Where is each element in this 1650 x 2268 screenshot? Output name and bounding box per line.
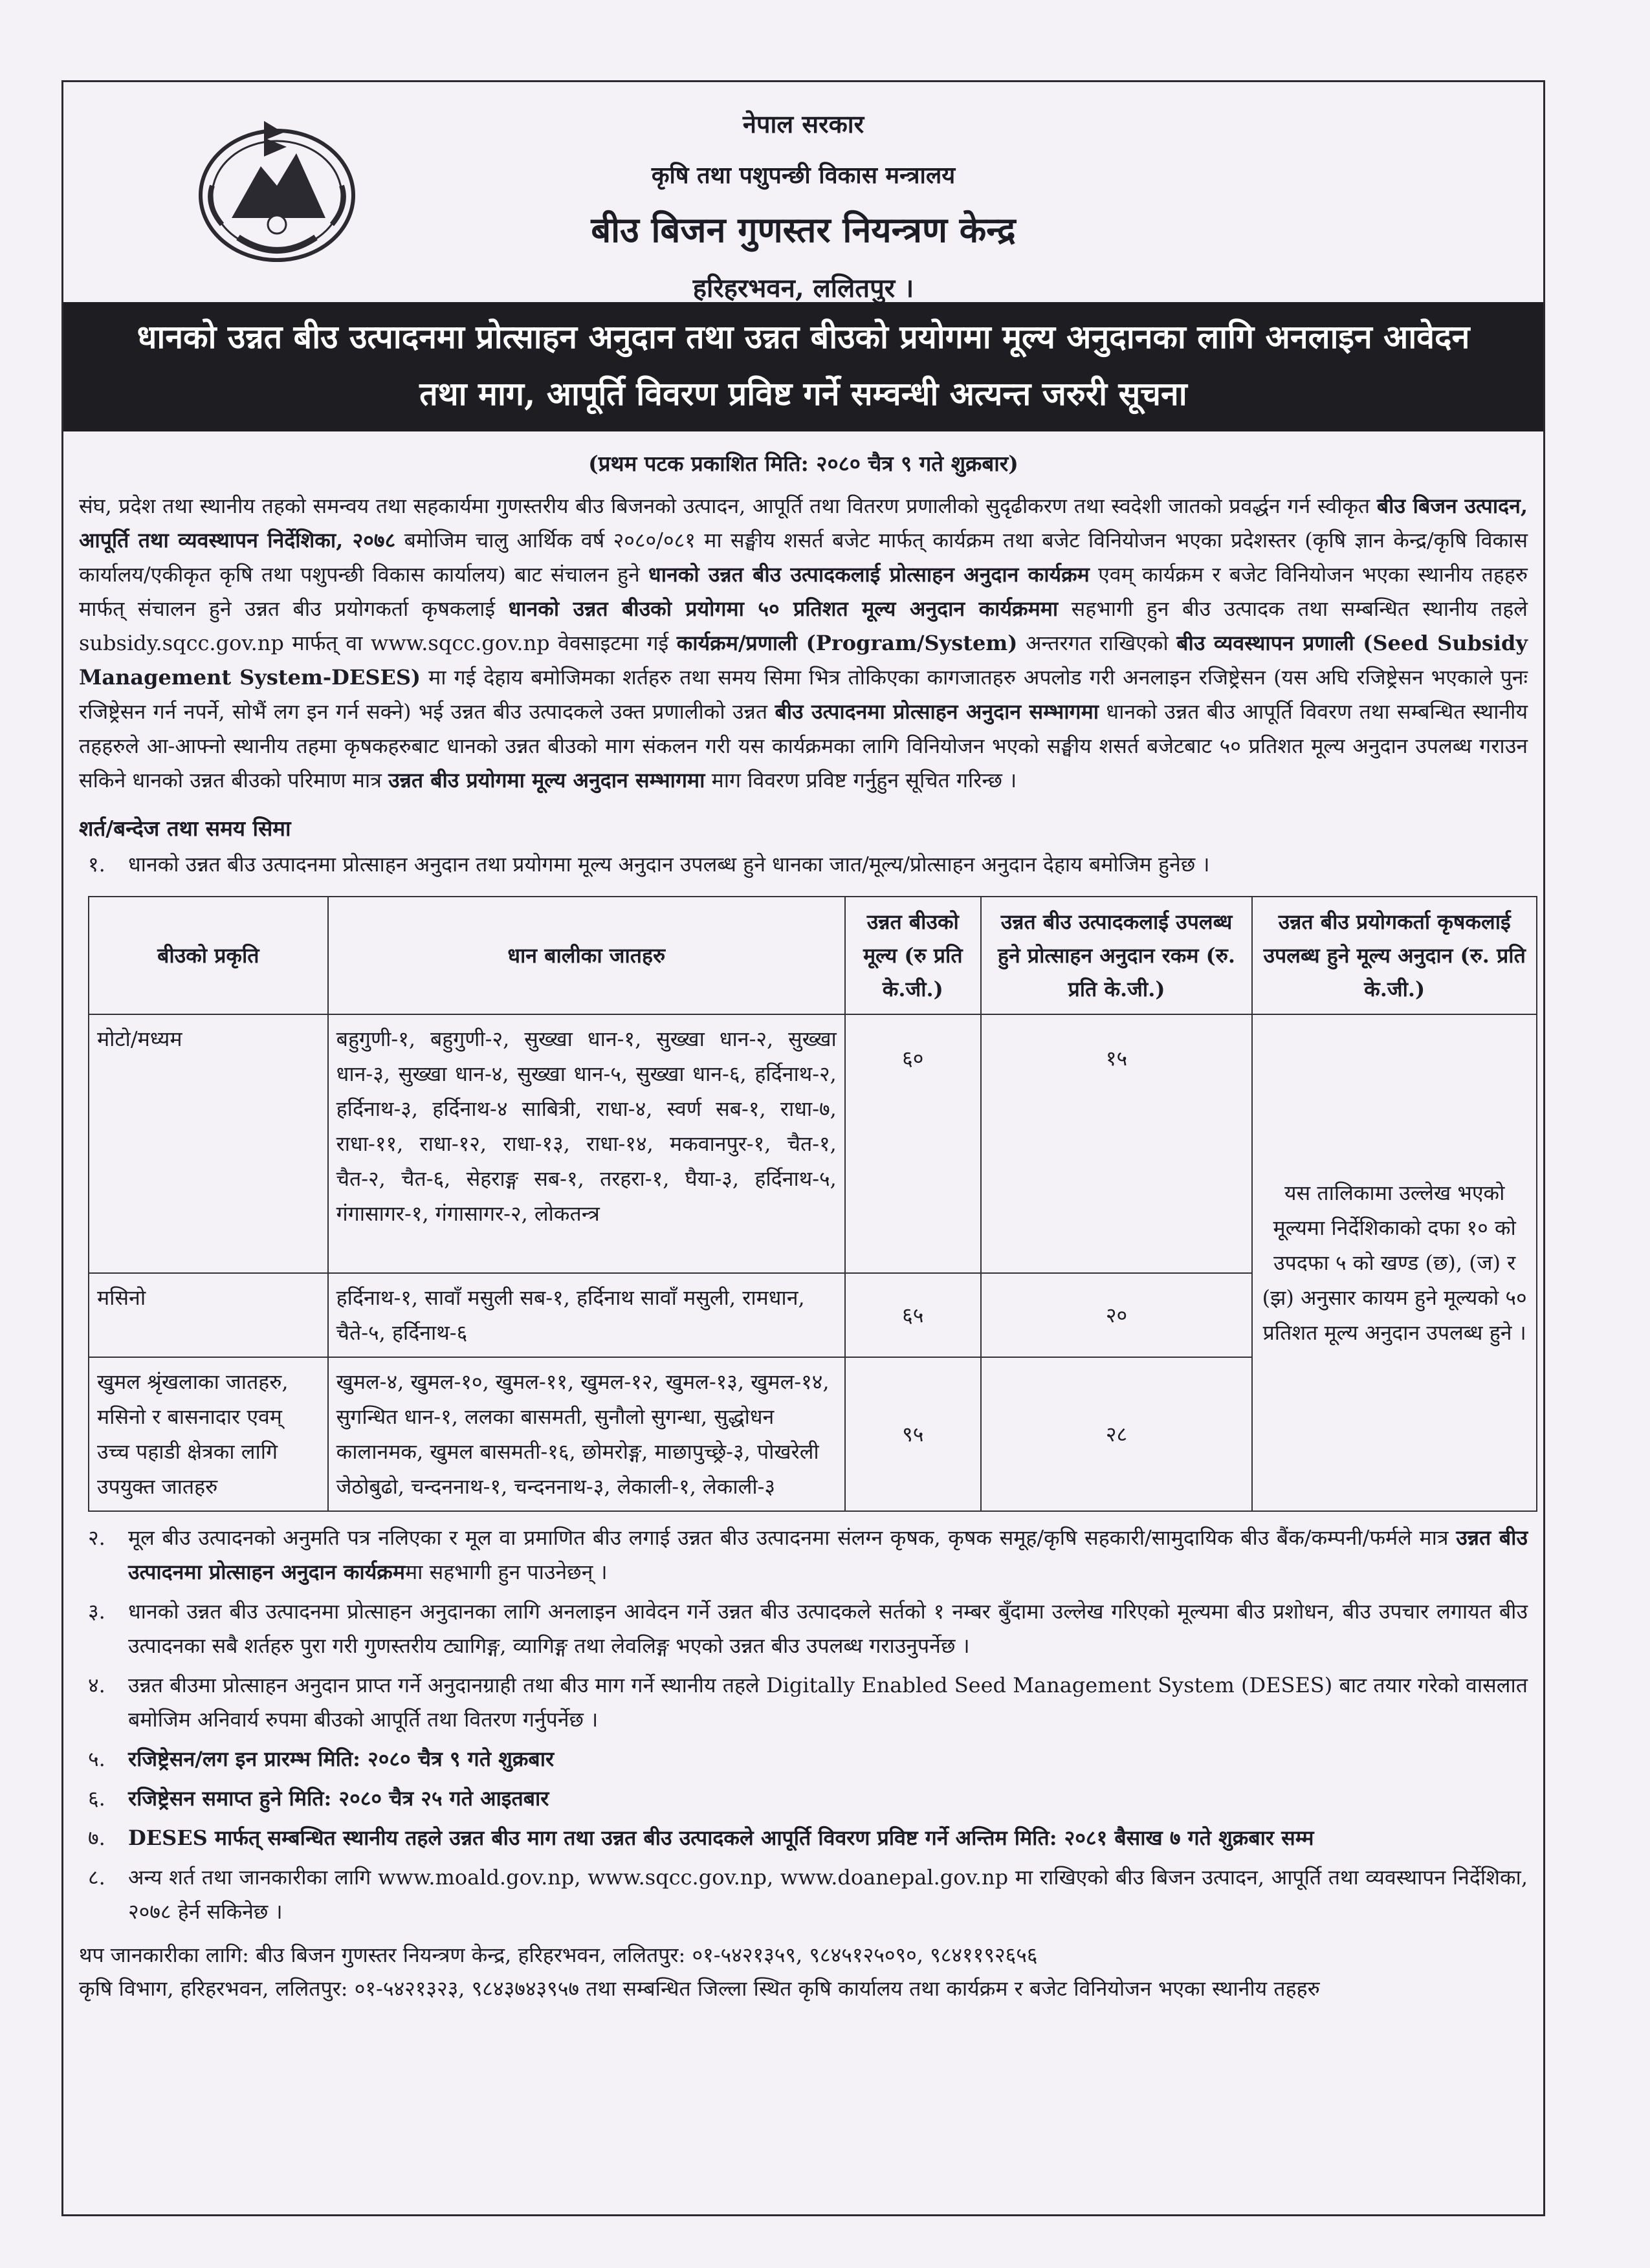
office-address: हरिहरभवन, ललितपुर । [692,273,914,303]
letterhead [63,82,1543,302]
table-row [89,1014,1537,1273]
notice-body [63,489,1543,2005]
subsidy-note-cell: यस तालिकामा उल्लेख भएको मूल्यमा निर्देशिकाको दफा १० को उपदफा ५ को खण्ड (छ), (ज) र (झ) अनुसार कायम हुने मूल्यको ५० प्रतिशत मूल्य अनुदान उपलब्ध हुने । [1252,1014,1537,1511]
seed-type-cell: मसिनो [89,1273,328,1357]
col-farmer-subsidy: उन्नत बीउ प्रयोगकर्ता कृषकलाई उपलब्ध हुने मूल्य अनुदान (रु. प्रति के.जी.) [1252,897,1537,1014]
contact-line-2: कृषि विभाग, हरिहरभवन, ललितपुर: ०१-५४२१३२३, ९८४३७४३९५७ तथा सम्बन्धित जिल्ला स्थित कृषि कार्यालय तथा कार्यक्रम र बजेट विनियोजन भएका स्थानीय तहहरु [79,1976,1320,2001]
condition-item-1: १. धानको उन्नत बीउ उत्पादनमा प्रोत्साहन अनुदान तथा प्रयोगमा मूल्य अनुदान उपलब्ध हुने धानका जात/मूल्य/प्रोत्साहन अनुदान देहाय बमोजिम हुनेछ । [88,852,1210,877]
table-header-row [89,897,1537,1014]
col-varieties: धान बालीका जातहरु [328,897,845,1014]
contact-line-1: थप जानकारीका लागि: बीउ बिजन गुणस्तर नियन्त्रण केन्द्र, हरिहरभवन, ललितपुर: ०१-५४२१३५९, ९८४५१२५०९०, ९८४११९२६५६ [79,1943,1038,1967]
incentive-cell: २० [981,1273,1253,1357]
notice-title-line2: तथा माग, आपूर्ति विवरण प्रविष्ट गर्ने सम्वन्धी अत्यन्त जरुरी सूचना [419,375,1187,413]
varieties-cell: बहुगुणी-१, बहुगुणी-२, सुख्खा धान-१, सुख्खा धान-२, सुख्खा धान-३, सुख्खा धान-४, सुख्खा धान-५, सुख्खा धान-६, हर्दिनाथ-२, हर्दिनाथ-३, हर्दिनाथ-४ साबित्री, राधा-४, स्वर्ण सब-१, राधा-७, राधा-११, राधा-१२, राधा-१३, राधा-१४, मकवानपुर-१, चैत-१, चैत-२, चैत-६, सेहराङ्ग सब-१, तरहरा-१, घैया-३, हर्दिनाथ-५, गंगासागर-१, गंगासागर-२, लोकतन्त्र [328,1014,845,1273]
condition-item-8: ८. अन्य शर्त तथा जानकारीका लागि www.moald.gov.np, www.sqcc.gov.np, www.doanepal.gov.np मा राखिएको बीउ बिजन उत्पादन, आपूर्ति तथा व्यवस्थापन निर्देशिका, २०७८ हेर्न सकिनेछ । [88,1865,1528,1924]
col-seed-type: बीउको प्रकृति [89,897,328,1014]
col-producer-incentive: उन्नत बीउ उत्पादकलाई उपलब्ध हुने प्रोत्साहन अनुदान रकम (रु. प्रति के.जी.) [981,897,1253,1014]
varieties-cell: हर्दिनाथ-१, सावाँ मसुली सब-१, हर्दिनाथ सावाँ मसुली, रामधान, चैते-५, हर्दिनाथ-६ [328,1273,845,1357]
incentive-cell: १५ [981,1014,1253,1273]
price-cell: ६० [845,1014,981,1273]
notice-title-line1: धानको उन्नत बीउ उत्पादनमा प्रोत्साहन अनुदान तथा उन्नत बीउको प्रयोगमा मूल्य अनुदानका लागि अनलाइन आवेदन [137,318,1470,356]
condition-item-3: ३. धानको उन्नत बीउ उत्पादनमा प्रोत्साहन अनुदानका लागि अनलाइन आवेदन गर्ने उन्नत बीउ उत्पादकले सर्तको १ नम्बर बुँदामा उल्लेख गरिएको मूल्यमा बीउ प्रशोधन, बीउ उपचार लगायत बीउ उत्पादनका सबै शर्तहरु पुरा गरी गुणस्तरीय ट्यागिङ्ग, व्यागिङ्ग तथा लेवलिङ्ग भएको उन्नत बीउ उपलब्ध गराउनुपर्नेछ । [88,1599,1528,1658]
office-name: बीउ बिजन गुणस्तर नियन्त्रण केन्द्र [591,209,1016,250]
price-cell: ६५ [845,1273,981,1357]
condition-item-5: ५. रजिष्ट्रेसन/लग इन प्रारम्भ मिति: २०८० चैत्र ९ गते शुक्रबार [88,1747,555,1771]
condition-item-4: ४. उन्नत बीउमा प्रोत्साहन अनुदान प्राप्त गर्ने अनुदानग्राही तथा बीउ माग गर्ने स्थानीय तहले Digitally Enabled Seed Management System (DESES) बाट तयार गरेको वासलात बमोजिम अनिवार्य रुपमा बीउको आपूर्ति तथा वितरण गर्नुपर्नेछ । [88,1673,1528,1732]
contact-info [79,1938,1528,2005]
incentive-cell: २८ [981,1357,1253,1511]
condition-item-7: ७. DESES मार्फत् सम्बन्धित स्थानीय तहले उन्नत बीउ माग तथा उन्नत बीउ उत्पादकले आपूर्ति विवरण प्रविष्ट गर्ने अन्तिम मिति: २०८१ बैसाख ७ गते शुक्रबार सम्म [88,1826,1314,1850]
publication-date: (प्रथम पटक प्रकाशित मिति: २०८० चैत्र ९ गते शुक्रबार) [588,451,1018,476]
varieties-cell: खुमल-४, खुमल-१०, खुमल-११, खुमल-१२, खुमल-१३, खुमल-१४, सुगन्धित धान-१, ललका बासमती, सुनौलो सुगन्धा, सुद्धोधन कालानमक, खुमल बासमती-१६, छोमरोङ्ग, माछापुच्छ्रे-३, पोखरेली जेठोबुढो, चन्दननाथ-१, चन्दननाथ-३, लेकाली-१, लेकाली-३ [328,1357,845,1511]
government-name: नेपाल सरकार [742,109,864,138]
notice-frame [61,80,1545,2216]
seed-type-cell: मोटो/मध्यम [89,1014,328,1273]
col-seed-price: उन्नत बीउको मूल्य (रु प्रति के.जी.) [845,897,981,1014]
seed-type-cell: खुमल श्रृंखलाका जातहरु, मसिनो र बासनादार एवम् उच्च पहाडी क्षेत्रका लागि उपयुक्त जातहरु [89,1357,328,1511]
condition-item-2: २. मूल बीउ उत्पादनको अनुमति पत्र नलिएका र मूल वा प्रमाणित बीउ लगाई उन्नत बीउ उत्पादनमा संलग्न कृषक, कृषक समूह/कृषि सहकारी/सामुदायिक बीउ बैंक/कम्पनी/फर्मले मात्र उन्नत बीउ उत्पादनमा प्रोत्साहन अनुदान कार्यक्रममा सहभागी हुन पाउनेछन् । [88,1525,1528,1584]
intro-paragraph: संघ, प्रदेश तथा स्थानीय तहको समन्वय तथा सहकार्यमा गुणस्तरीय बीउ बिजनको उत्पादन, आपूर्ति तथा वितरण प्रणालीको सुदृढीकरण तथा स्वदेशी जातको प्रवर्द्धन गर्न स्वीकृत बीउ बिजन उत्पादन, आपूर्ति तथा व्यवस्थापन निर्देशिका, २०७८ बमोजिम चालु आर्थिक वर्ष २०८०/०८१ मा सङ्घीय शसर्त बजेट मार्फत् कार्यक्रम तथा बजेट विनियोजन भएका प्रदेशस्तर (कृषि ज्ञान केन्द्र/कृषि विकास कार्यालय/एकीकृत कृषि तथा पशुपन्छी विकास कार्यालय) बाट संचालन हुने धानको उन्नत बीउ उत्पादकलाई प्रोत्साहन अनुदान कार्यक्रम एवम् कार्यक्रम र बजेट विनियोजन भएका स्थानीय तहहरु मार्फत् संचालन हुने उन्नत बीउ प्रयोगकर्ता कृषकलाई धानको उन्नत बीउको प्रयोगमा ५० प्रतिशत मूल्य अनुदान कार्यक्रममा सहभागी हुन बीउ उत्पादक तथा सम्बन्धित स्थानीय तहले subsidy.sqcc.gov.np मार्फत् वा www.sqcc.gov.np वेवसाइटमा गई कार्यक्रम/प्रणाली (Program/System) अन्तरगत राखिएको बीउ व्यवस्थापन प्रणाली (Seed Subsidy Management System-DESES) मा गई देहाय बमोजिमका शर्तहरु तथा समय सिमा भित्र तोकिएका कागजातहरु अपलोड गरी अनलाइन रजिष्ट्रेसन (यस अघि रजिष्ट्रेसन भएकाले पुनः रजिष्ट्रेसन गर्न नपर्ने, सोभैं लग इन गर्न सक्ने) भई उन्नत बीउ उत्पादकले उक्त प्रणालीको उन्नत बीउ उत्पादनमा प्रोत्साहन अनुदान सम्भागमा धानको उन्नत बीउ आपूर्ति विवरण तथा सम्बन्धित स्थानीय तहहरुले आ-आफ्नो स्थानीय तहमा कृषकहरुबाट धानको उन्नत बीउको माग संकलन गरी यस कार्यक्रमका लागि विनियोजन भएको सङ्घीय शसर्त बजेटबाट ५० प्रतिशत मूल्य अनुदान उपलब्ध गराउन सकिने धानको उन्नत बीउको परिमाण मात्र उन्नत बीउ प्रयोगमा मूल्य अनुदान सम्भागमा माग विवरण प्रविष्ट गर्नुहुन सूचित गरिन्छ । [79,494,1528,792]
price-cell: ९५ [845,1357,981,1511]
condition-item-6: ६. रजिष्ट्रेसन समाप्त हुने मिति: २०८० चैत्र २५ गते आइतबार [88,1786,549,1811]
seed-variety-table [88,896,1537,1512]
ministry-name: कृषि तथा पशुपन्छी विकास मन्त्रालय [651,162,956,189]
notice-title-banner [63,302,1543,431]
conditions-title: शर्त/बन्देज तथा समय सिमा [79,816,291,841]
